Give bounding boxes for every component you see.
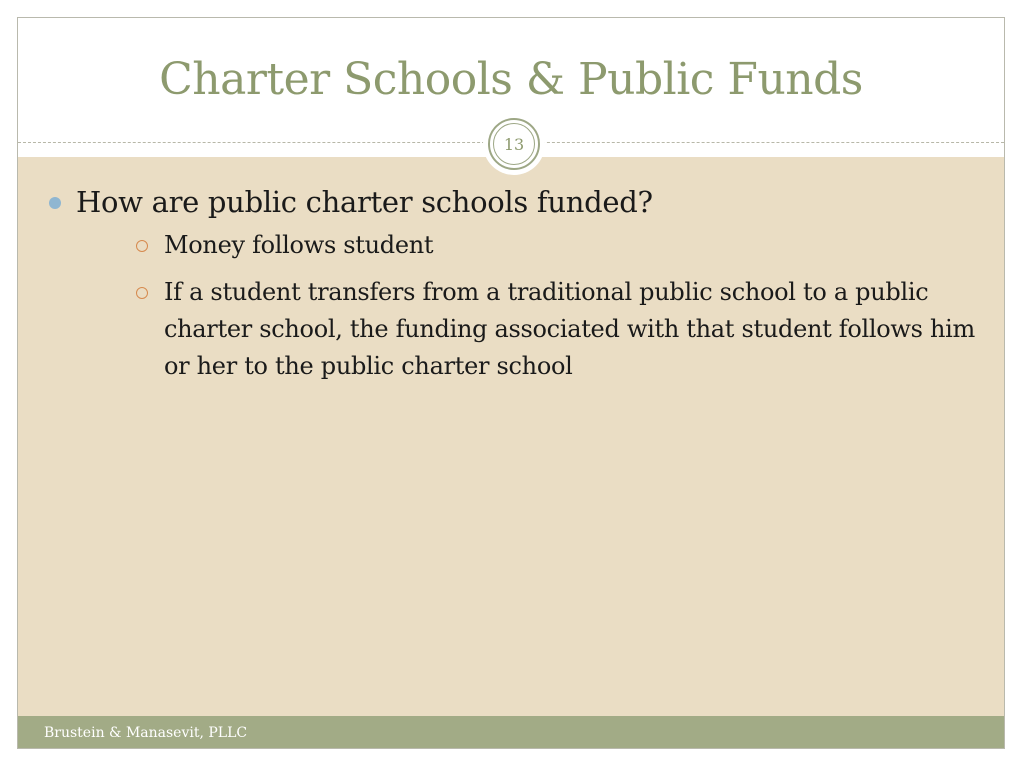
sub-bullet-text: Money follows student xyxy=(164,231,434,259)
sub-bullet-item xyxy=(76,227,1004,264)
sub-bullet-list xyxy=(76,227,1004,385)
sub-bullet-item xyxy=(76,274,1004,385)
page-number-badge xyxy=(483,113,545,175)
filled-circle-bullet-icon xyxy=(49,197,61,209)
slide-title: Charter Schools & Public Funds xyxy=(159,54,863,105)
bullet-item xyxy=(18,183,1004,385)
bullet-text: How are public charter schools funded? xyxy=(76,185,653,219)
bullet-list xyxy=(18,183,1004,395)
page-number: 13 xyxy=(493,123,535,165)
sub-bullet-text: If a student transfers from a traditional public school to a public charter school, the funding associated with that student follows him or her to the public charter school xyxy=(164,278,976,380)
footer-bar xyxy=(18,716,1004,749)
slide xyxy=(17,17,1005,749)
hollow-circle-bullet-icon xyxy=(136,240,148,252)
hollow-circle-bullet-icon xyxy=(136,287,148,299)
footer-text: Brustein & Manasevit, PLLC xyxy=(44,725,248,741)
